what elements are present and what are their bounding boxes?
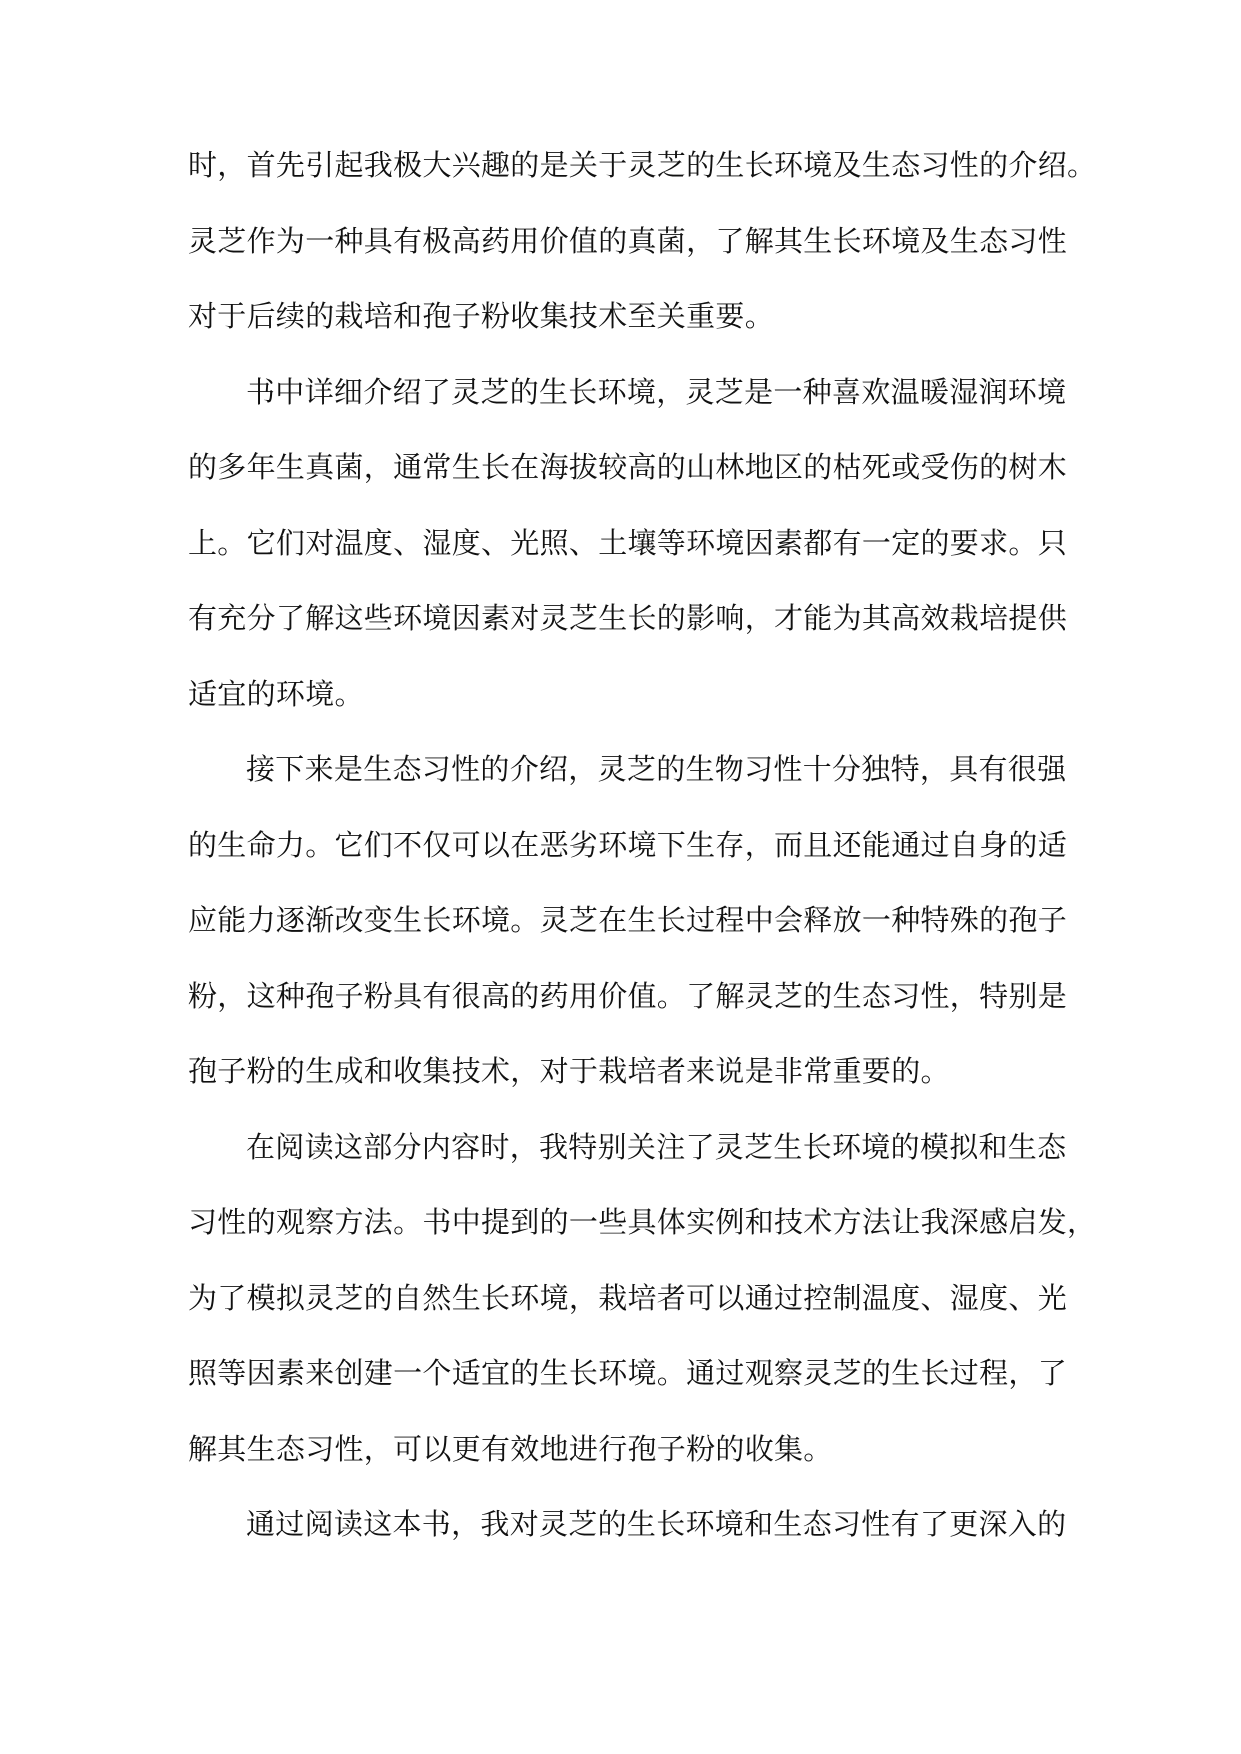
text-line: 习性的观察方法。书中提到的一些具体实例和技术方法让我深感启发，: [188, 1205, 1097, 1239]
paragraph-first-line: 在阅读这部分内容时，我特别关注了灵芝生长环境的模拟和生态: [246, 1129, 1067, 1164]
text-line: 粉，这种孢子粉具有很高的药用价值。了解灵芝的生态习性，特别是: [188, 978, 1068, 1013]
text-line: 应能力逐渐改变生长环境。灵芝在生长过程中会释放一种特殊的孢子: [188, 903, 1068, 937]
paragraph-first-line: 接下来是生态习性的介绍，灵芝的生物习性十分独特，具有很强: [246, 752, 1067, 786]
text-line: 有充分了解这些环境因素对灵芝生长的影响，才能为其高效栽培提供: [188, 601, 1068, 635]
text-line: 对于后续的栽培和孢子粉收集技术至关重要。: [188, 299, 775, 333]
text-line: 适宜的环境。: [188, 676, 364, 711]
paragraph-first-line: 通过阅读这本书，我对灵芝的生长环境和生态习性有了更深入的: [246, 1507, 1067, 1541]
text-line: 孢子粉的生成和收集技术，对于栽培者来说是非常重要的。: [188, 1054, 950, 1088]
paragraph-first-line: 书中详细介绍了灵芝的生长环境，灵芝是一种喜欢温暖湿润环境: [246, 374, 1067, 409]
text-line: 的生命力。它们不仅可以在恶劣环境下生存，而且还能通过自身的适: [188, 827, 1068, 862]
text-line: 解其生态习性，可以更有效地进行孢子粉的收集。: [188, 1431, 833, 1466]
text-line: 时，首先引起我极大兴趣的是关于灵芝的生长环境及生态习性的介绍。: [188, 148, 1097, 182]
text-line: 上。它们对温度、湿度、光照、土壤等环境因素都有一定的要求。只: [188, 525, 1068, 560]
text-line: 的多年生真菌，通常生长在海拔较高的山林地区的枯死或受伤的树木: [188, 450, 1068, 484]
text-line: 灵芝作为一种具有极高药用价值的真菌，了解其生长环境及生态习性: [188, 223, 1068, 258]
text-line: 照等因素来创建一个适宜的生长环境。通过观察灵芝的生长过程，了: [188, 1356, 1068, 1390]
text-line: 为了模拟灵芝的自然生长环境，栽培者可以通过控制温度、湿度、光: [188, 1280, 1068, 1315]
body-text: [188, 145, 1097, 1580]
